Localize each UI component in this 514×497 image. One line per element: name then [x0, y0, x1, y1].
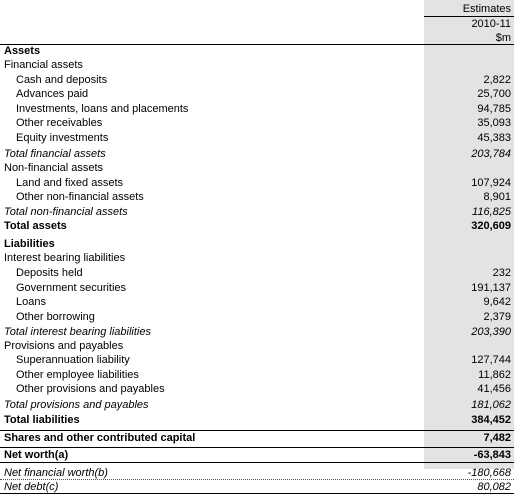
row-label: Other employee liabilities [16, 369, 139, 381]
table-row [0, 339, 514, 353]
table-row [0, 448, 514, 462]
row-value: 191,137 [471, 282, 511, 294]
row-value: 80,082 [477, 481, 511, 493]
table-row [0, 325, 514, 339]
table-row [0, 237, 514, 251]
row-label: Net worth(a) [4, 449, 69, 461]
table-row [0, 147, 514, 161]
table-row [0, 480, 514, 494]
table-row [0, 295, 514, 309]
table-row [0, 398, 514, 412]
row-label: Total assets [4, 220, 67, 232]
table-row [0, 466, 514, 480]
net-worth-bottom-rule [0, 462, 514, 463]
table-row [0, 205, 514, 219]
table-row [0, 353, 514, 367]
net-worth-top-rule [0, 447, 514, 448]
table-bottom-rule [0, 493, 514, 494]
row-value: 7,482 [483, 432, 511, 444]
row-label: Net debt(c) [4, 481, 59, 493]
row-value: 41,456 [477, 383, 511, 395]
row-value: 203,784 [471, 148, 511, 160]
row-value: -180,668 [467, 467, 511, 479]
row-label: Total non-financial assets [4, 206, 128, 218]
row-label: Other receivables [16, 117, 103, 129]
row-value: -63,843 [473, 449, 511, 461]
row-value: 11,862 [478, 369, 511, 381]
table-row [0, 382, 514, 396]
row-label: Equity investments [16, 132, 109, 144]
table-row [0, 87, 514, 101]
table-row [0, 219, 514, 233]
row-label: Financial assets [4, 59, 83, 71]
row-value: 116,825 [472, 206, 511, 218]
row-value: 127,744 [471, 354, 511, 366]
table-row [0, 161, 514, 175]
table-row [0, 251, 514, 265]
table-row [0, 102, 514, 116]
table-row [0, 190, 514, 204]
column-group-header: Estimates [462, 3, 511, 15]
row-label: Total financial assets [4, 148, 106, 160]
table-row [0, 431, 514, 445]
table-row [0, 116, 514, 130]
column-unit-header: $m [495, 32, 511, 44]
row-label: Provisions and payables [4, 340, 124, 352]
row-value: 320,609 [471, 220, 511, 232]
table-row [0, 131, 514, 145]
row-value: 9,642 [483, 296, 511, 308]
row-value: 181,062 [471, 399, 511, 411]
table-row [0, 73, 514, 87]
pre-total-rule [0, 430, 514, 431]
table-row [0, 44, 514, 58]
row-value: 8,901 [483, 191, 511, 203]
row-value: 2,379 [483, 311, 511, 323]
row-value: 203,390 [471, 326, 511, 338]
row-value: 107,924 [471, 177, 511, 189]
row-label: Liabilities [4, 238, 55, 250]
table-row [0, 176, 514, 190]
row-label: Interest bearing liabilities [4, 252, 126, 264]
row-label: Government securities [16, 282, 127, 294]
row-label: Investments, loans and placements [16, 103, 189, 115]
row-label: Loans [16, 296, 46, 308]
row-label: Other borrowing [16, 311, 95, 323]
row-label: Total liabilities [4, 414, 80, 426]
table-row [0, 266, 514, 280]
table-row [0, 281, 514, 295]
row-label: Shares and other contributed capital [4, 432, 196, 444]
row-value: 2,822 [483, 74, 511, 86]
row-label: Total interest bearing liabilities [4, 326, 151, 338]
row-label: Total provisions and payables [4, 399, 149, 411]
row-label: Deposits held [16, 267, 83, 279]
row-value: 232 [492, 267, 511, 279]
row-value: 94,785 [477, 103, 511, 115]
row-label: Cash and deposits [16, 74, 108, 86]
row-label: Advances paid [16, 88, 89, 100]
row-label: Land and fixed assets [16, 177, 124, 189]
row-label: Other provisions and payables [16, 383, 165, 395]
row-label: Other non-financial assets [16, 191, 144, 203]
row-label: Net financial worth(b) [4, 467, 108, 479]
row-value: 45,383 [477, 132, 511, 144]
row-value: 35,093 [477, 117, 511, 129]
row-value: 384,452 [471, 414, 511, 426]
table-row [0, 413, 514, 427]
table-row [0, 368, 514, 382]
row-value: 25,700 [477, 88, 511, 100]
row-divider [0, 479, 514, 480]
column-year-header: 2010-11 [471, 18, 511, 30]
table-row [0, 310, 514, 324]
table-row [0, 58, 514, 72]
row-label: Assets [4, 45, 41, 57]
row-label: Superannuation liability [16, 354, 130, 366]
row-label: Non-financial assets [4, 162, 104, 174]
